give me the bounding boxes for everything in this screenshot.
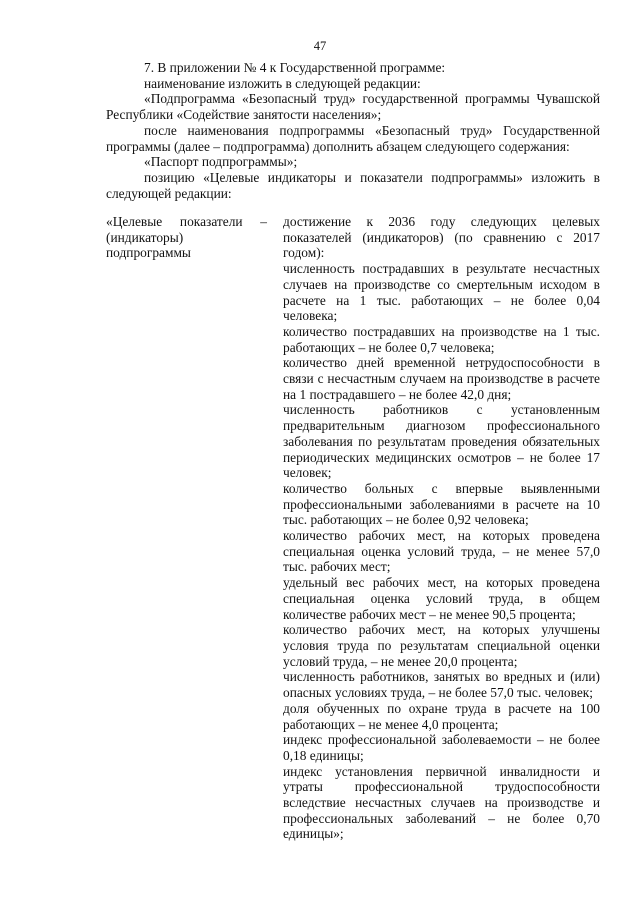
intro-paragraph: позицию «Целевые индикаторы и показатели подпрограммы» изложить в следующей редакции: (106, 169, 600, 201)
intro-paragraph: «Подпрограмма «Безопасный труд» государственной программы Чувашской Республики «Содействие занятости населения»; (106, 91, 600, 123)
indicator-item: численность работников, занятых во вредных и (или) опасных условиях труда, – не более 57,0 тыс. человек; (283, 669, 600, 701)
page-number: 47 (313, 39, 327, 53)
indicator-item: достижение к 2036 году следующих целевых показателей (индикаторов) (по сравнению с 2017 годом): (283, 214, 600, 261)
indicator-item: индекс профессиональной заболеваемости – не более 0,18 единицы; (283, 732, 600, 763)
indicator-item: доля обученных по охране труда в расчете на 100 работающих – не менее 4,0 процента; (283, 700, 600, 732)
indicator-item: численность работников с установленным предварительным диагнозом профессионального заболевания по результатам проведения обязательных периодических медицинских осмотров – не более 17 человек; (283, 402, 600, 481)
indicators-list (283, 214, 600, 842)
indicator-item: количество рабочих мест, на которых проведена специальная оценка условий труда, – не менее 57,0 тыс. рабочих мест; (283, 528, 600, 575)
indicator-item: удельный вес рабочих мест, на которых проведена специальная оценка условий труда, в общем количестве рабочих мест – не менее 90,5 процента; (283, 575, 600, 622)
intro-paragraph: наименование изложить в следующей редакции: (144, 75, 421, 91)
indicators-label: «Целевые показатели – (индикаторы) подпрограммы (106, 214, 267, 261)
indicator-item: количество больных с впервые выявленными профессиональными заболеваниями в расчете на 10 тыс. работающих – не более 0,92 человека; (283, 480, 600, 528)
intro-paragraph: 7. В приложении № 4 к Государственной программе: (144, 60, 446, 75)
intro-paragraph: «Паспорт подпрограммы»; (144, 154, 298, 170)
indicator-item: количество рабочих мест, на которых улучшены условия труда по результатам специальной оценки условий труда, – не менее 20,0 процента; (283, 622, 600, 669)
intro-paragraph: после наименования подпрограммы «Безопасный труд» Государственной программы (далее – подпрограмма) дополнить абзацем следующего содержания: (106, 122, 600, 154)
indicator-item: количество дней временной нетрудоспособности в связи с несчастным случаем на производстве в расчете на 1 пострадавшего – не более 42,0 дня; (283, 355, 600, 402)
indicator-item: индекс установления первичной инвалидности и утраты профессиональной трудоспособности вследствие несчастных случаев на производстве и профессиональных заболеваний – не более 0,70 единицы»; (283, 763, 600, 842)
indicator-item: количество пострадавших на производстве на 1 тыс. работающих – не более 0,7 человека; (283, 323, 600, 355)
indicator-item: численность пострадавших в результате несчастных случаев на производстве со смертельным исходом в расчете на 1 тыс. работающих – не более 0,04 человека; (283, 261, 600, 324)
intro-section (106, 60, 600, 201)
